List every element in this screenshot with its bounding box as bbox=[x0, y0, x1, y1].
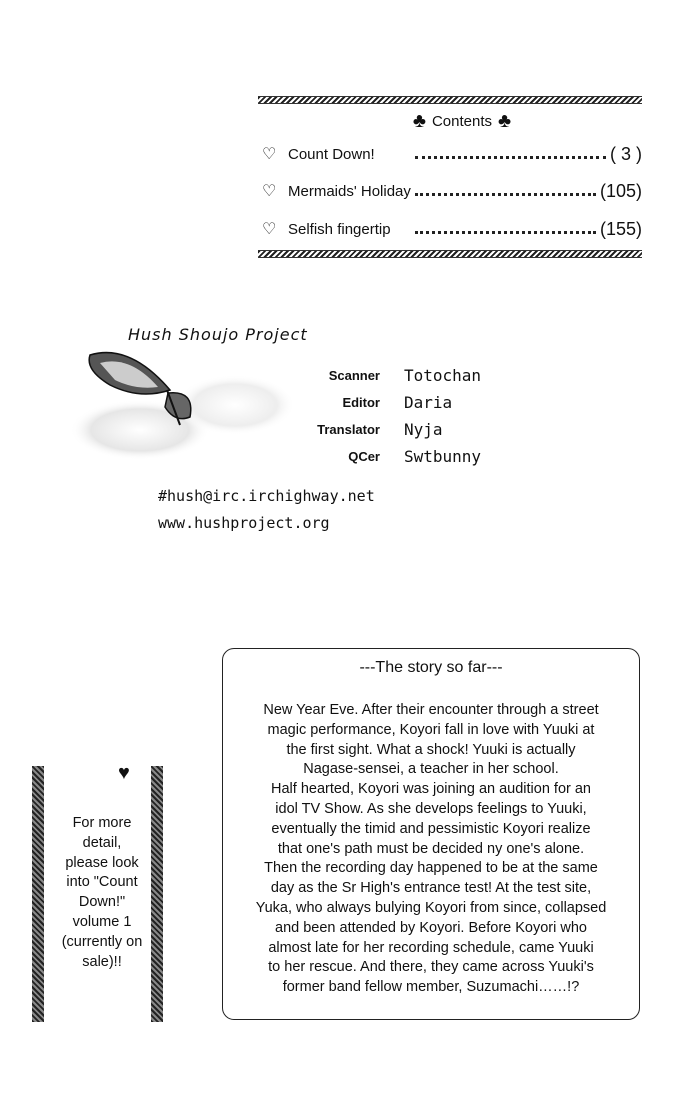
story-line: day as the Sr High's entrance test! At the test site, bbox=[270, 880, 592, 897]
story-line: that one's path must be decided ny one's alone. bbox=[277, 840, 585, 857]
butterfly-icon bbox=[70, 345, 300, 460]
club-icon: ♣ bbox=[412, 110, 426, 132]
sidebar-note bbox=[52, 814, 152, 972]
credit-name: Nyja bbox=[404, 419, 443, 439]
story-title: ---The story so far--- bbox=[359, 659, 503, 676]
sidebar-right-stripe bbox=[151, 766, 163, 1022]
sidebar-left-stripe bbox=[32, 766, 44, 1022]
toc-entry-page: (155) bbox=[599, 218, 642, 239]
story-line: former band fellow member, Suzumachi……!? bbox=[282, 979, 580, 996]
heart-icon: ♥ bbox=[118, 762, 130, 784]
story-line: New Year Eve. After their encounter through a street bbox=[263, 702, 599, 718]
toc-leader-dots bbox=[415, 193, 596, 196]
sidebar-note-line: into "Count bbox=[66, 874, 138, 891]
story-line: Then the recording day happened to be at the same bbox=[264, 860, 598, 877]
sidebar-note-line: Down!" bbox=[78, 894, 126, 911]
contents-heading bbox=[400, 110, 524, 132]
story-line: idol TV Show. As she develops feelings to Yuuki, bbox=[275, 800, 587, 817]
credit-name: Daria bbox=[404, 392, 453, 412]
sidebar-note-line: volume 1 bbox=[72, 913, 132, 930]
story-line: almost late for her recording schedule, came Yuuki bbox=[268, 939, 594, 956]
toc-entry bbox=[262, 142, 642, 166]
toc-leader-dots bbox=[415, 156, 606, 159]
toc-entry-title: Count Down! bbox=[288, 145, 375, 163]
credit-role: QCer bbox=[348, 448, 380, 464]
toc-entry-page: ( 3 ) bbox=[609, 143, 642, 164]
contents-title: Contents bbox=[431, 112, 493, 130]
credit-name: Totochan bbox=[404, 365, 482, 385]
story-line: Nagase-sensei, a teacher in her school. bbox=[303, 761, 559, 778]
club-icon: ♣ bbox=[498, 110, 512, 132]
sidebar-note-line: (currently on bbox=[61, 933, 143, 950]
credit-row bbox=[290, 445, 520, 467]
heart-outline-icon: ♡ bbox=[262, 146, 277, 163]
contents-bottom-border bbox=[258, 250, 642, 258]
credit-row bbox=[290, 391, 520, 413]
butterfly-illustration bbox=[70, 345, 300, 460]
sidebar-note-line: detail, bbox=[82, 834, 122, 851]
story-line: and been attended by Koyori. Before Koyori who bbox=[275, 919, 587, 936]
toc-entry-title: Selfish fingertip bbox=[288, 220, 391, 238]
story-summary-box bbox=[222, 648, 640, 1020]
toc-entry-page: (105) bbox=[599, 180, 642, 201]
credit-role: Translator bbox=[317, 421, 380, 437]
credit-name: Swtbunny bbox=[404, 446, 482, 466]
credit-row bbox=[290, 364, 520, 386]
toc-entry bbox=[262, 179, 642, 203]
toc-entry-title: Mermaids' Holiday bbox=[288, 182, 411, 200]
story-line: eventually the timid and pessimistic Koyori realize bbox=[271, 820, 591, 837]
credit-row bbox=[290, 418, 520, 440]
story-line: Half hearted, Koyori was joining an audition for an bbox=[271, 781, 591, 798]
website-link: www.hushproject.org bbox=[158, 514, 330, 532]
irc-channel: #hush@irc.irchighway.net bbox=[158, 487, 375, 505]
group-name: Hush Shoujo Project bbox=[128, 325, 308, 344]
story-line: to her rescue. And there, they came across Yuuki's bbox=[268, 959, 594, 976]
toc-leader-dots bbox=[415, 231, 596, 234]
heart-outline-icon: ♡ bbox=[262, 221, 277, 238]
sidebar-note-line: For more bbox=[72, 815, 132, 831]
toc-entry bbox=[262, 217, 642, 241]
credit-role: Scanner bbox=[328, 367, 380, 383]
sidebar-note-line: please look bbox=[65, 854, 139, 871]
story-text bbox=[235, 701, 627, 998]
credit-role: Editor bbox=[342, 394, 380, 410]
story-line: magic performance, Koyori fall in love with Yuuki at bbox=[267, 721, 595, 738]
contents-top-border bbox=[258, 96, 642, 104]
story-line: Yuka, who always bulying Koyori from since, collapsed bbox=[255, 899, 607, 916]
story-line: the first sight. What a shock! Yuuki is actually bbox=[286, 741, 576, 758]
heart-outline-icon: ♡ bbox=[262, 183, 277, 200]
sidebar-note-line: sale)!! bbox=[82, 953, 122, 970]
